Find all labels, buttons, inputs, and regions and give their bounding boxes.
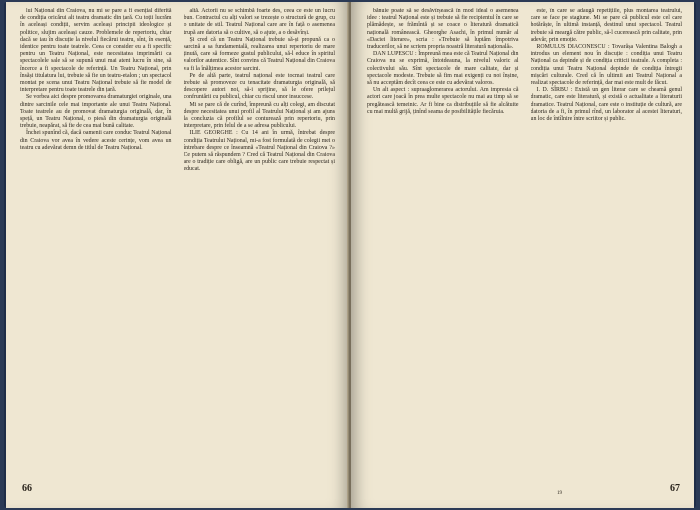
signature-mark: 19 (557, 491, 562, 496)
paragraph: I. D. SÎRBU : Există un gen literar care se cheamă genul dramatic, care este literatură, și există o actualitate a literaturii dramatice. Teatrul Național, care este o instituție de cultură, are datoria de a fi, în primul rînd, un laborator al acestei literaturi, un loc de întîlnire între scriitor și public. (530, 87, 682, 123)
left-page-columns (20, 8, 335, 463)
paragraph: Închei spunînd că, dacă oamenii care conduc Teatrul Național din Craiova vor avea în vedere aceste cerințe, vom avea un teatru cu adevărat demn de titlul de Teatru Național. (20, 130, 172, 151)
paragraph: este, în care se adaugă repetițiile, plus montarea teatrului, care se face pe stagiune. Mi se pare că publicul este cel care hotărăște, în ultimă instanță, destinul unui spectacol. Teatrul trebuie să meargă către public, să-l cucerească prin calitate, prin adevăr, prin emoție. (530, 8, 682, 43)
paragraph: ROMULUS DIACONESCU : Tovarășa Valentina Balogh a introdus un element nou în discuție : condiția unui Teatru Național ca depinde și de condiția criticii teatrale. A completa : condiția unui Teatru Național depinde de condiția întregii mișcări culturale. Cred că în ultimii ani Teatrul Național a realizat spectacole de referință, dar mai este mult de făcut. (530, 44, 682, 87)
page-number-right: 67 (670, 483, 680, 494)
right-column-2 (531, 8, 683, 463)
page-number-left: 66 (22, 483, 32, 494)
paragraph: bănuie poate să se desăvîrșească în mod ideal o asemenea idee : teatrul Național este și trebuie să fie recipientul în care se plămădește, se frămîntă și se coace o literatură dramatică națională românească. Gheorghe Asachi, în primul număr al «Daciei literare», scria : «Trebuie să luptăm împotriva traducerilor, să ne scriem propria noastră literatură națională». (367, 8, 519, 51)
left-page (6, 2, 349, 508)
paragraph: Un alt aspect : supraaglomerarea actorului. Am impresia că actori care joacă în prea multe spectacole nu mai au timp să se pregătească temeinic. Ar fi bine ca distribuțiile să fie alcătuite cu mai multă grijă, ținînd seama de posibilitățile fiecăruia. (367, 87, 519, 115)
open-book (4, 2, 696, 508)
paragraph: Și cred că un Teatru Național trebuie să-și propună ca o sarcină a sa fundamentală, realizarea unui repertoriu de mare ținută, care să formeze gustul publicului, să-l educe în spiritul valorilor autentice. Sînt convins că Teatrul Național din Craiova va fi la înălțimea acestor sarcini. (183, 36, 335, 72)
paragraph: Pe de altă parte, teatrul național este tocmai teatrul care trebuie să promoveze cu tenacitate dramaturgia originală, să descopere autori noi, să-i sprijine, să le ofere prilejul confruntării cu publicul, chiar cu riscul unor insuccese. (183, 72, 335, 101)
left-column-1 (20, 8, 172, 463)
paragraph: altă. Actorii nu se schimbă foarte des, ceea ce este un lucru bun. Contractul cu alți valori se trezește o structură de grup, cu o unitate de stil. Teatrul Național care are în față o asemenea trupă are datoria să o cultive, să o ajute, a o desăvîrși. (183, 8, 335, 36)
right-page-columns (367, 8, 682, 463)
paragraph: ILIE GEORGHE : Cu 14 ani în urmă, întrebat despre condiția Teatrului Național, mi-a fost formulată de colegii mei o întrebare despre ce înseamnă «Teatrul Național din Craiova ?» Ce putem să răspundem ? Cred că Teatrul Național din Craiova are o tradiție care obligă, are un public care trebuie respectat și educat. (183, 130, 335, 173)
paragraph: Se vorbea aici despre promovarea dramaturgiei originale, una dintre sarcinile cele mai importante ale unui Teatru Național. Toate teatrele au de promovat dramaturgia originală, dar, în speță, un Teatru Național, o piesă din dramaturgia originală trebuie, neapărat, să fie de cea mai bună calitate. (20, 94, 172, 130)
right-column-1 (367, 8, 519, 463)
paragraph: lui Național din Craiova, nu mi se pare a fi esențial diferită de condiția oricărui alt teatru dramatic din țară. Cu toții lucrăm în aceleași condiții, servim aceleași principii ideologice și politice, slujim aceleași cauze. Problemele de repertoriu, chiar dacă se iau în discuție la nivelul fiecărui teatru, sînt, în esență, identice pentru toate teatrele. Ceea ce consider eu a fi specific pentru un Teatru Național, este necesitatea imprimării ca spectacolele sale să se supună unui mai atent lucru în sine, să încerce a fi spectacole de referință. Un Teatru Național, prin însăși titulatura lui, trebuie să fie un teatru-etalon ; un spectacol montat pe scena unui Teatru Național trebuie să fie model de interpretare pentru toate teatrele din țară. (20, 8, 172, 94)
paragraph: Mi se pare că de curînd, împreună cu alți colegi, am discutat despre necesitatea unui profil al Teatrului Național și am ajuns la concluzia că profilul se conturează prin repertoriu, prin interpretare, prin felul de a se adresa publicului. (183, 101, 335, 130)
left-column-2 (184, 8, 336, 463)
right-page (351, 2, 694, 508)
paragraph: DAN LUPESCU : Împreună mea este că Teatrul Național din Craiova nu se exprimă, întotdeauna, la nivelul valoric al colectivului său. Sînt spectacole de mare calitate, dar și spectacole modeste. Trebuie să fim mai exigenți cu noi înșine, să nu acceptăm decît ceea ce este cu adevărat valoros. (367, 51, 519, 87)
